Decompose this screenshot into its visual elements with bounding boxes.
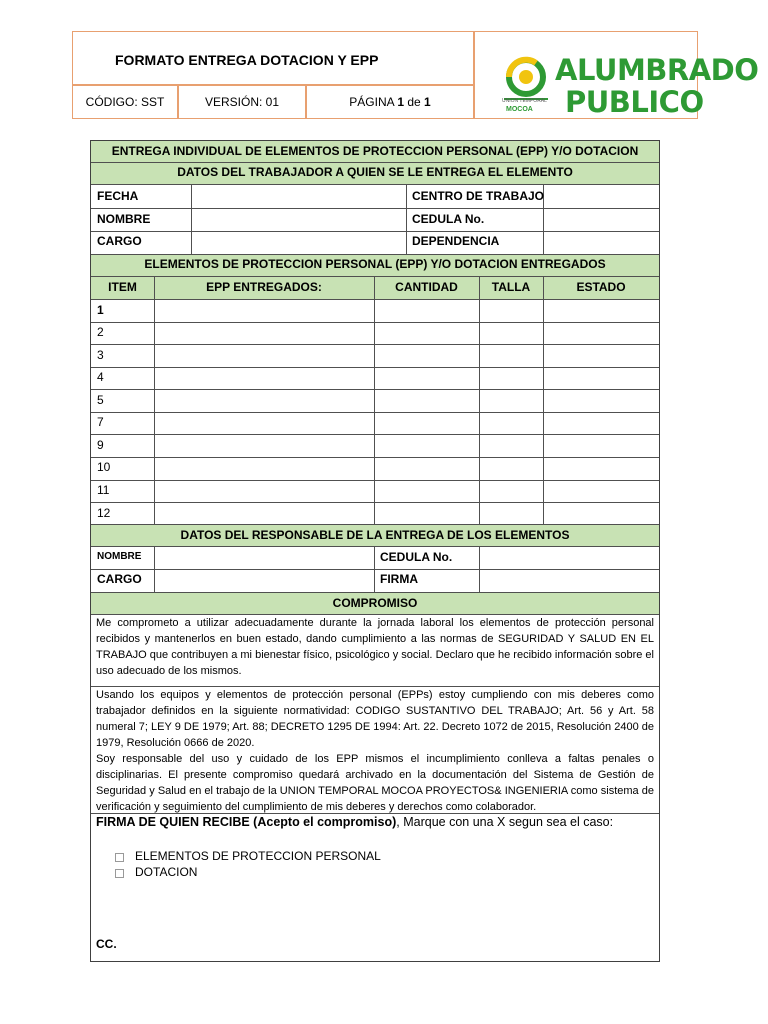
col-item: ITEM [108, 280, 137, 294]
resp-nombre-label: NOMBRE [97, 551, 142, 562]
signature-area[interactable] [96, 881, 654, 933]
pagina-label: PÁGINA 1 de 1 [349, 95, 431, 109]
col-talla: TALLA [491, 280, 531, 294]
logo-mocoa: MOCOA [506, 106, 533, 113]
resp-cedula-label: CEDULA No. [380, 550, 453, 564]
nombre-field[interactable] [192, 209, 405, 230]
col-epp-entregados: EPP ENTREGADOS: [206, 280, 322, 294]
centro-trabajo-field[interactable] [544, 185, 658, 207]
resp-cargo-label: CARGO [97, 572, 142, 586]
form-title: ENTREGA INDIVIDUAL DE ELEMENTOS DE PROTECCION PERSONAL (EPP) Y/O DOTACION [111, 144, 639, 158]
version-label: VERSIÓN: 01 [204, 95, 280, 109]
cargo-label: CARGO [97, 234, 142, 248]
logo-publico: PUBLICO [565, 85, 704, 119]
dotacion-checkbox[interactable] [115, 869, 124, 878]
epp-form [90, 140, 660, 962]
codigo-label: CÓDIGO: SST [85, 95, 165, 109]
resp-firma-field[interactable] [480, 570, 658, 591]
dependencia-label: DEPENDENCIA [412, 234, 500, 248]
resp-firma-label: FIRMA [380, 572, 418, 586]
item-number: 3 [97, 348, 104, 362]
epp-checkbox[interactable] [115, 853, 124, 862]
compromiso-title: COMPROMISO [332, 596, 418, 610]
option-dotacion-label: DOTACION [135, 865, 198, 879]
version-cell [178, 85, 306, 119]
cc-label: CC. [96, 937, 117, 951]
worker-section-title: DATOS DEL TRABAJADOR A QUIEN SE LE ENTREGA EL ELEMENTO [177, 165, 573, 179]
compromiso-paragraph-1: Me comprometo a utilizar adecuadamente durante la jornada laboral los elementos de protección personal recibidos y mantenerlos en buen estado, dando cumplimiento a las normas de SEGURIDAD Y SALUD EN EL TRABAJO que contribuyen a mi bienestar físico, psicológico y social. Declaro que he recibido información sobre el uso adecuado de los mismos. [96, 617, 654, 677]
document-title-cell [72, 31, 474, 85]
item-number: 4 [97, 370, 104, 384]
col-cantidad: CANTIDAD [395, 280, 458, 294]
fecha-field[interactable] [192, 185, 405, 207]
dependencia-field[interactable] [544, 232, 658, 253]
fecha-label: FECHA [97, 189, 139, 203]
logo-alumbrado: ALUMBRADO [555, 53, 759, 87]
centro-trabajo-label: CENTRO DE TRABAJO [412, 189, 545, 203]
cedula-label: CEDULA No. [412, 212, 485, 226]
firma-instruction: FIRMA DE QUIEN RECIBE (Acepto el compromiso), Marque con una X segun sea el caso: [96, 815, 614, 829]
codigo-cell [72, 85, 178, 119]
item-number: 1 [97, 303, 104, 317]
col-estado: ESTADO [576, 280, 626, 294]
compromiso-paragraph-2: Usando los equipos y elementos de protección personal (EPPs) estoy cumpliendo con mis deberes como trabajador definidos en la siguiente normatividad: CODIGO SUSTANTIVO DEL TRABAJO; Art. 56 y Art. 58 numeral 7; LEY 9 DE 1979; Art. 88; DECRETO 1295 DE 1994: Art. 22. Decreto 1072 de 2015, Resolución 2400 de 1979, Resolución 0666 de 2020. [96, 689, 654, 749]
item-number: 10 [97, 460, 111, 474]
nombre-label: NOMBRE [97, 212, 151, 226]
resp-nombre-field[interactable] [155, 547, 373, 568]
item-number: 12 [97, 506, 111, 520]
item-number: 2 [97, 325, 104, 339]
resp-cedula-field[interactable] [480, 547, 658, 568]
option-epp-label: ELEMENTOS DE PROTECCION PERSONAL [135, 849, 381, 863]
cargo-field[interactable] [192, 232, 405, 253]
item-number: 5 [97, 393, 104, 407]
item-number: 7 [97, 415, 104, 429]
compromiso-paragraph-3: Soy responsable del uso y cuidado de los EPP mismos el incumplimiento conlleva a faltas penales o disciplinarias. El presente compromiso quedará archivado en la documentación del Sistema de Gestión de Seguridad y Salud en el trabajo de la UNION TEMPORAL MOCOA PROYECTOS& INGENIERIA como sistema de verificación y seguimiento del cumplimiento de mis deberes y derechos como colaborador. [96, 753, 654, 813]
logo-union-temporal: UNION TEMPORAL [502, 98, 547, 104]
cedula-field[interactable] [544, 209, 658, 230]
document-title: FORMATO ENTREGA DOTACION Y EPP [115, 52, 379, 68]
item-number: 9 [97, 438, 104, 452]
resp-cargo-field[interactable] [155, 570, 373, 591]
pagina-cell [306, 85, 474, 119]
items-section-title: ELEMENTOS DE PROTECCION PERSONAL (EPP) Y/O DOTACION ENTREGADOS [144, 257, 606, 271]
responsible-section-title: DATOS DEL RESPONSABLE DE LA ENTREGA DE LOS ELEMENTOS [180, 528, 570, 542]
item-number: 11 [97, 483, 110, 497]
